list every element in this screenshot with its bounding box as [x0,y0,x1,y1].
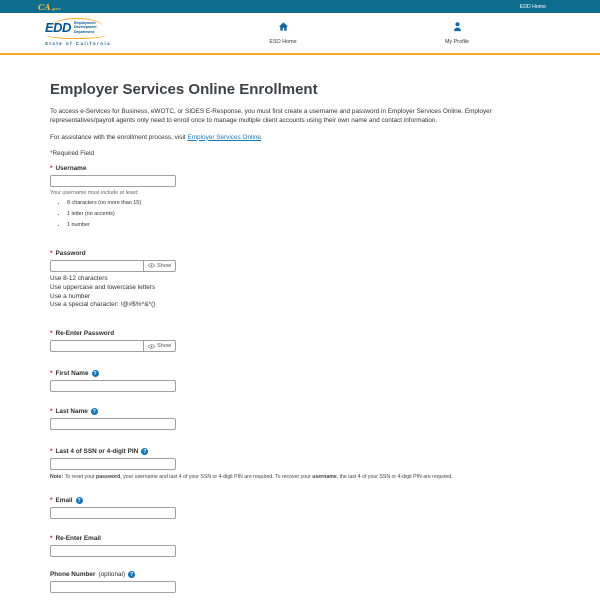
edd-logo-swoosh-bottom [45,35,107,39]
required-asterisk: * [50,370,53,378]
password-show-button[interactable]: Show [143,260,176,272]
required-asterisk: * [50,448,53,456]
last-name-label: * Last Name ? [50,408,96,416]
ssn-pin-group [50,448,550,480]
help-icon[interactable]: ? [77,497,81,504]
required-asterisk: * [50,164,53,172]
password-rule: Use 8-12 characters [50,274,108,282]
edd-home-link[interactable]: EDD Home [519,3,546,10]
nav-eso-home[interactable] [247,19,319,45]
required-asterisk: * [50,408,53,416]
help-icon[interactable]: ? [93,370,97,377]
employer-services-online-link[interactable]: Employer Services Online [187,133,261,141]
last-name-input[interactable] [50,418,176,430]
password-group [50,250,550,311]
reenter-password-label: * Re-Enter Password [50,330,115,338]
assistance-line: For assistance with the enrollment process, visit Employer Services Online. [50,133,263,141]
phone-group [50,571,550,593]
reenter-password-group [50,330,550,352]
username-requirement: • 1 number [67,222,550,228]
help-icon[interactable]: ? [92,408,96,415]
phone-label: Phone Number (optional) ? [50,571,134,579]
email-group [50,497,550,519]
username-requirements [67,200,550,228]
reenter-email-group [50,535,550,557]
username-requirement: • 8 characters (no more than 15) [67,200,550,206]
ca-gov-logo-ca: CA [38,1,51,12]
reenter-password-show-button[interactable]: Show [143,340,176,352]
edd-logo-swoosh-top [51,18,103,27]
first-name-input[interactable] [50,380,176,392]
main-content [0,81,600,593]
required-asterisk: * [50,497,53,505]
first-name-label: * First Name ? [50,370,97,378]
intro-paragraph: To access e-Services for Business, eWOTC, or SIDES E-Response, you must first create a username and password in Employer Services Online. Employer representatives/payroll agents only need to enroll once to manage multiple client accounts using their own name and contact information. [50,108,492,125]
nav-my-profile[interactable] [421,19,493,45]
username-label: * Username [50,164,87,172]
nav-eso-home-label: ESO Home [269,39,297,45]
help-icon[interactable]: ? [143,448,147,455]
phone-input[interactable] [50,581,176,593]
eye-icon [148,344,155,349]
required-asterisk: * [50,249,53,257]
reset-recover-note: Note: To reset your password, your username and last 4 of your SSN or 4-digit PIN are required. To recover your username, the last 4 of your SSN or 4-digit PIN are required. [50,474,453,481]
reenter-password-input-row [50,340,176,352]
password-rule: Use uppercase and lowercase letters [50,283,156,291]
username-input[interactable] [50,175,176,187]
top-utility-bar [0,0,600,13]
required-asterisk: * [50,535,53,543]
password-rule: Use a special character: !@#$%^&*() [50,301,156,309]
ca-gov-logo[interactable] [38,3,61,11]
required-asterisk: * [50,330,53,338]
ssn-pin-input[interactable] [50,458,176,470]
site-header [0,13,600,53]
reenter-email-input[interactable] [50,545,176,557]
password-rule: Use a number [50,292,91,300]
edd-logo-state-line: State of California [45,41,112,47]
username-group [50,165,550,228]
reenter-email-label: * Re-Enter Email [50,535,101,543]
username-hint: Your username must include at least: [50,189,139,196]
nav-my-profile-label: My Profile [445,39,469,45]
person-icon [452,21,463,32]
ca-gov-logo-gov: .gov [50,5,61,11]
page-title: Employer Services Online Enrollment [50,81,318,98]
help-icon[interactable]: ? [130,571,134,578]
edd-logo-text: EDD [45,20,71,36]
password-rules [50,275,550,311]
password-label: * Password [50,249,86,257]
password-input-row [50,260,176,272]
gold-divider [0,53,600,55]
edd-logo[interactable] [45,17,129,49]
eye-icon [148,263,155,268]
required-field-note: *Required Field [50,149,95,157]
last-name-group [50,408,550,430]
home-icon [278,21,289,32]
password-input[interactable] [50,260,143,272]
first-name-group [50,370,550,392]
email-label: * Email ? [50,497,81,505]
username-requirement: • 1 letter (no accents) [67,211,550,217]
ssn-pin-label: * Last 4 of SSN or 4-digit PIN ? [50,448,147,456]
required-asterisk: * [50,149,53,157]
reenter-password-input[interactable] [50,340,143,352]
email-input[interactable] [50,507,176,519]
edd-logo-department-lines: Employment Development Department [73,21,97,34]
